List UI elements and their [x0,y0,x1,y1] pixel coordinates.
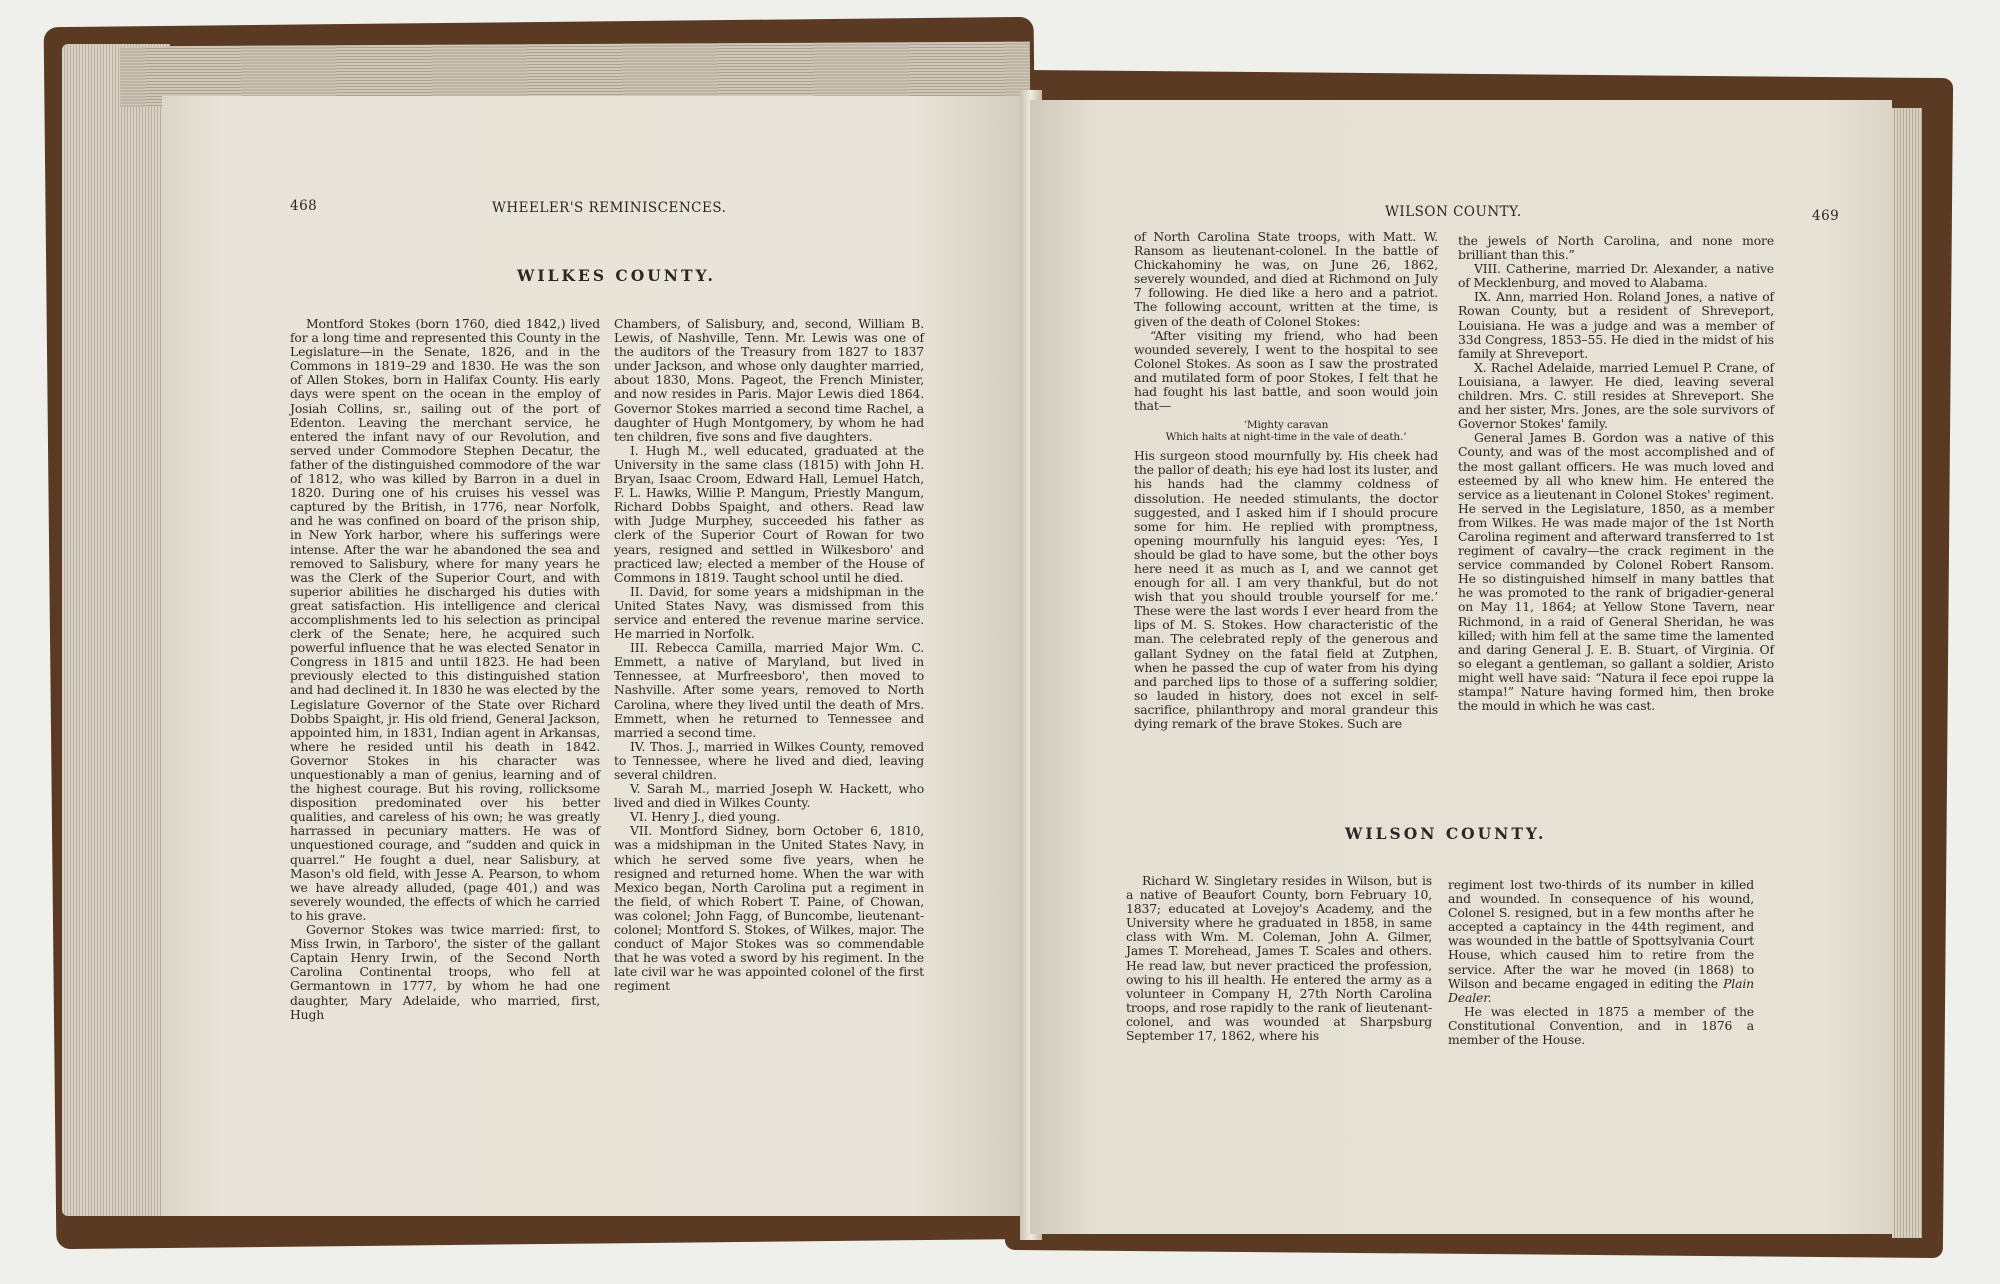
paragraph: He was elected in 1875 a member of the Constitutional Convention, and in 1876 a member of the House. [1448,1003,1754,1048]
paragraph: III. Rebecca Camilla, married Major Wm. C. Emmett, a native of Maryland, but lived in Tennessee, at Murfreesboro', then moved to Nashville. After some years, removed to North Carolina, where they lived until the death of Mrs. Emmett, when he returned to Tennessee and married a second time. [614,640,924,740]
paragraph: of North Carolina State troops, with Matt. W. Ransom as lieutenant-colonel. In the battle of Chickahominy he was, on June 26, 1862, severely wounded, and died at Richmond on July 7 following. He died like a hero and a patriot. The following account, written at the time, is given of the death of Colonel Stokes: [1134,229,1438,329]
paragraph: Montford Stokes (born 1760, died 1842,) lived for a long time and represented this County in the Legislature—in the Senate, 1826, and in the Commons in 1819–29 and 1830. He was the son of Allen Stokes, born in Halifax County. His early days were spent on the ocean in the employ of Josiah Collins, sr., sailing out of the port of Edenton. Leaving the merchant service, he entered the infant navy of our Revolution, and served under Commodore Stephen Decatur, the father of the distinguished commodore of the war of 1812, who was killed by Barron in a duel in 1820. During one of his cruises his vessel was captured by the British, in 1776, near Norfolk, and he was confined on board of the prison ship, in New York harbor, where his sufferings were intense. After the war he abandoned the sea and removed to Salisbury, where for many years he was the Clerk of the Superior Court, and with superior abilities he discharged his duties with great satisfaction. His intelligence and clerical accomplishments led to his selection as principal clerk of the Senate; here, he acquired such powerful influence that he was elected Senator in Congress in 1815 and until 1823. He had been previously elected to this distinguished station and had declined it. In 1830 he was elected by the Legislature Governor of the State over Richard Dobbs Spaight, jr. His old friend, General Jackson, appointed him, in 1831, Indian agent in Arkansas, where he resided until his death in 1842. Governor Stokes in his character was unquestionably a man of genius, learning and of the highest courage. But his roving, rollicksome disposition predominated over his better qualities, and careless of his own; he was greatly harrassed in pecuniary matters. He was of unquestioned courage, and “sudden and quick in quarrel.” He fought a duel, near Salisbury, at Mason's old field, with Jesse A. Pearson, to whom we have already alluded, (page 401,) and was severely wounded, the effects of which he carried to his grave. [290,316,600,923]
page-edges-left [62,44,170,1216]
paragraph: Chambers, of Salisbury, and, second, William B. Lewis, of Nashville, Tenn. Mr. Lewis was one of the auditors of the Treasury from 1827 to 1837 under Jackson, and whose only daughter married, about 1830, Mons. Pageot, the French Minister, and now resides in Paris. Major Lewis died 1864. Governor Stokes married a second time Rachel, a daughter of Hugh Montgomery, by whom he had ten children, five sons and five daughters. [614,316,924,444]
paragraph: V. Sarah M., married Joseph W. Hackett, who lived and died in Wilkes County. [614,781,924,811]
paragraph: Richard W. Singletary resides in Wilson, but is a native of Beaufort County, born February 10, 1837; educated at Lovejoy's Academy, and the University where he graduated in 1858, in same class with Wm. M. Coleman, John A. Gilmer, James T. Morehead, James T. Scales and others. He read law, but never practiced the profession, owing to his ill health. He entered the army as a volunteer in Company H, 27th North Carolina troops, and rose rapidly to the rank of lieutenant-colonel, and was wounded at Sharpsburg September 17, 1862, where his [1126,873,1432,1044]
verse-line: ‘Mighty caravan [1243,419,1329,432]
text-column [1134,230,1438,731]
page-number: 469 [1812,208,1840,224]
running-head: WHEELER'S REMINISCENCES. [492,200,727,216]
paragraph-text: regiment lost two-thirds of its number in killed and wounded. In consequence of his wound, Colonel S. resigned, but in a few months after he accepted a captaincy in the 44th regiment, and was wounded in the battle of Spottsylvania Court House, which caused him to retire from the service. After the war he moved (in 1868) to Wilson and became engaged in editing the [1448,877,1754,991]
page-edges-right [1892,108,1922,1238]
text-column [290,317,600,1022]
paragraph: General James B. Gordon was a native of this County, and was of the most accomplished and of the most gallant officers. He was much loved and esteemed by all who knew him. He entered the service as a lieutenant in Colonel Stokes' regiment. He served in the Legislature, 1850, as a member from Wilkes. He was made major of the 1st North Carolina regiment and afterward transferred to 1st regiment of cavalry—the crack regiment in the service commanded by Colonel Robert Ransom. He so distinguished himself in many battles that he was promoted to the rank of brigadier-general on May 11, 1864; at Yellow Stone Tavern, near Richmond, in a raid of General Sheridan, he was killed; with him fell at the same time the lamented and daring General J. E. B. Stuart, of Virginia. Of so elegant a gentleman, so gallant a soldier, Aristo might well have said: “Natura il fece epoi ruppe la stampa!” Nature having formed him, then broke the mould in which he was cast. [1458,430,1774,714]
left-page [162,96,1030,1216]
paragraph: “After visiting my friend, who had been wounded severely, I went to the hospital to see Colonel Stokes. As soon as I saw the prostrated and mutilated form of poor Stokes, I felt that he had fought his last battle, and soon would join that— [1134,327,1438,414]
verse-quote [1134,419,1438,443]
text-column [1458,234,1774,713]
text-column [1126,874,1432,1043]
verse-line: Which halts at night-time in the vale of death.’ [1165,431,1407,444]
right-page [1030,100,1892,1234]
paragraph: the jewels of North Carolina, and none more brilliant than this.” [1458,233,1774,263]
paragraph: His surgeon stood mournfully by. His cheek had the pallor of death; his eye had lost its luster, and his hands had the clammy coldness of dissolution. He needed stimulants, the doctor suggested, and I asked him if I should procure some for him. He replied with promptness, opening mournfully his languid eyes: ‘Yes, I should be glad to have some, but the other boys here need it as much as I, and we cannot get enough for all. I am very thankful, but do not wish that you should trouble yourself for me.’ These were the last words I ever heard from the lips of M. S. Stokes. How characteristic of the man. The celebrated reply of the generous and gallant Sydney on the fatal field at Zutphen, when he passed the cup of water from his dying and parched lips to those of a suffering soldier, so lauded in history, does not excel in self-sacrifice, philanthropy and moral grandeur this dying remark of the brave Stokes. Such are [1134,448,1438,731]
paragraph: VIII. Catherine, married Dr. Alexander, a native of Mecklenburg, and moved to Alabama. [1458,261,1774,291]
page-number: 468 [290,198,318,214]
running-head: WILSON COUNTY. [1385,204,1522,220]
paragraph [1448,878,1754,1005]
newspaper-title: Plain Dealer. [1448,975,1754,1005]
paragraph: IX. Ann, married Hon. Roland Jones, a native of Rowan County, but a resident of Shreveport, Louisiana. He was a judge and was a member of 33d Congress, 1853–55. He died in the midst of his family at Shreveport. [1458,289,1774,361]
text-column [614,317,924,994]
section-title: WILKES COUNTY. [517,266,716,285]
paragraph: IV. Thos. J., married in Wilkes County, removed to Tennessee, where he lived and died, leaving several children. [614,738,924,782]
paragraph: I. Hugh M., well educated, graduated at the University in the same class (1815) with John H. Bryan, Isaac Croom, Edward Hall, Lemuel Hatch, F. L. Hawks, Willie P. Mangum, Priestly Mangum, Richard Dobbs Spaight, and others. Read law with Judge Murphey, succeeded his father as clerk of the Superior Court of Rowan for two years, resigned and settled in Wilkesboro' and practiced law; elected a member of the House of Commons in 1819. Taught school until he died. [614,442,924,585]
paragraph: VII. Montford Sidney, born October 6, 1810, was a midshipman in the United States Navy, in which he served some five years, when he resigned and returned home. When the war with Mexico began, North Carolina put a regiment in the field, of which Robert T. Paine, of Chowan, was colonel; John Fagg, of Buncombe, lieutenant-colonel; Montford S. Stokes, of Wilkes, major. The conduct of Major Stokes was so commendable that he was voted a sword by his regiment. In the late civil war he was appointed colonel of the first regiment [614,823,924,994]
paragraph: Governor Stokes was twice married: first, to Miss Irwin, in Tarboro', the sister of the gallant Captain Henry Irwin, of the Second North Carolina Continental troops, who fell at Germantown in 1777, by whom he had one daughter, Mary Adelaide, who married, first, Hugh [290,922,600,1022]
paragraph: X. Rachel Adelaide, married Lemuel P. Crane, of Louisiana, a lawyer. He died, leaving several children. Mrs. C. still resides at Shreveport. She and her sister, Mrs. Jones, are the sole survivors of Governor Stokes' family. [1458,359,1774,432]
text-column [1448,878,1754,1047]
paragraph: VI. Henry J., died young. [630,809,781,825]
paragraph: II. David, for some years a midshipman in the United States Navy, was dismissed from this service and entered the revenue marine service. He married in Norfolk. [614,583,924,642]
section-title: WILSON COUNTY. [1345,824,1547,843]
